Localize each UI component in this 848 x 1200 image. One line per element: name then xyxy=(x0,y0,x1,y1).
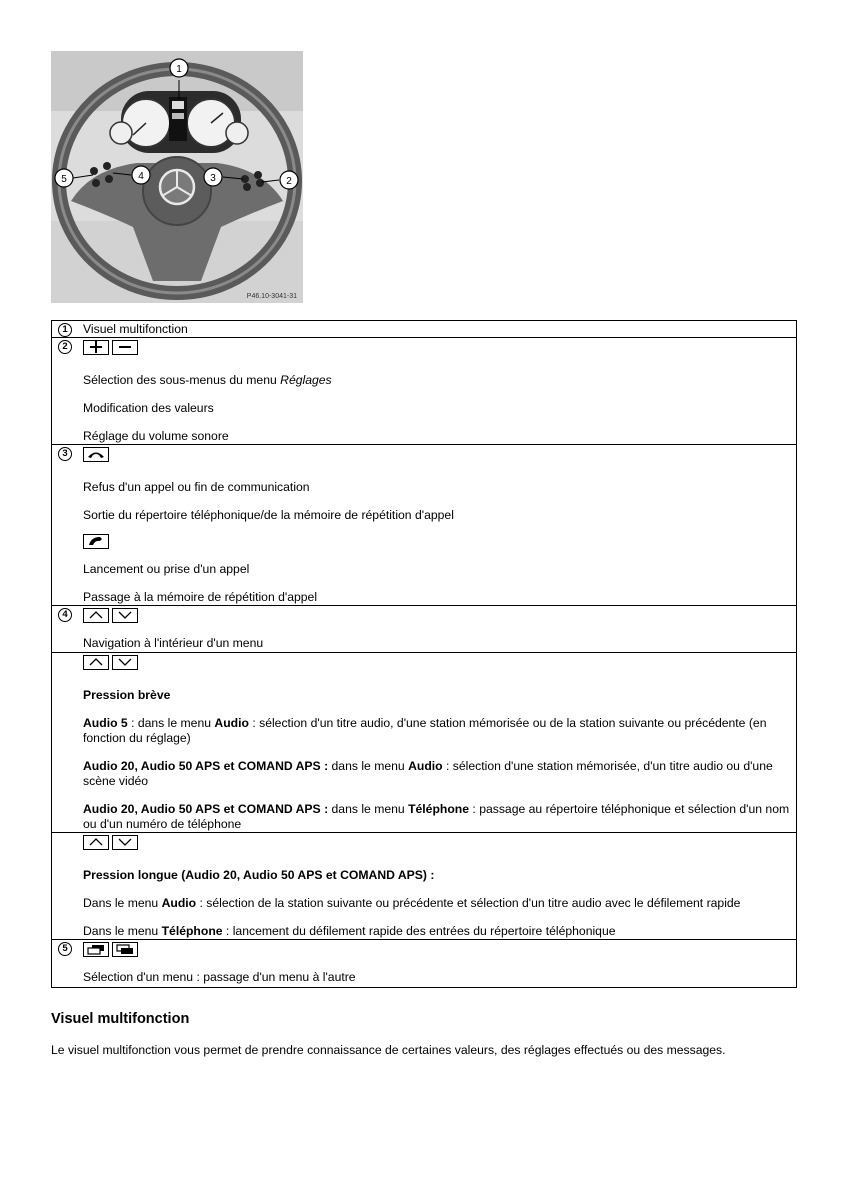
down-arrow-icon xyxy=(112,655,138,670)
callout-badge: 1 xyxy=(58,323,72,337)
section-title: Visuel multifonction xyxy=(51,1011,190,1027)
row-heading: Pression brève xyxy=(83,688,171,702)
row-text: Sélection d'un menu : passage d'un menu à l'autre xyxy=(83,970,356,984)
image-code: P46.10-3041-31 xyxy=(246,293,297,300)
plus-icon xyxy=(83,340,109,355)
callout-1 xyxy=(170,59,188,77)
row-text: Refus d'un appel ou fin de communication xyxy=(83,480,310,494)
up-arrow-icon xyxy=(83,608,109,623)
steering-wheel-photo xyxy=(51,51,303,303)
row-text: Audio 20, Audio 50 APS et COMAND APS : dans le menu Téléphone : passage au répertoire téléphonique et sélection d'un nom ou d'un numéro de téléphone xyxy=(83,802,790,831)
callout-5 xyxy=(55,169,73,187)
row-label: Visuel multifonction xyxy=(83,322,188,336)
row-text: Modification des valeurs xyxy=(83,401,214,415)
table-row xyxy=(52,338,797,445)
row-text: Lancement ou prise d'un appel xyxy=(83,562,250,576)
row-text: Dans le menu Téléphone : lancement du défilement rapide des entrées du répertoire téléphonique xyxy=(83,924,616,938)
table-row xyxy=(52,653,797,833)
table-row xyxy=(52,321,797,338)
row-heading: Pression longue (Audio 20, Audio 50 APS et COMAND APS) : xyxy=(83,868,435,882)
svg-text:3: 3 xyxy=(210,173,216,184)
row-text: Audio 5 : dans le menu Audio : sélection d'un titre audio, d'une station mémorisée ou de la station suivante ou précédente (en fonction du réglage) xyxy=(83,716,767,745)
up-arrow-icon xyxy=(83,655,109,670)
next-menu-icon xyxy=(112,942,138,957)
svg-text:2: 2 xyxy=(286,176,292,187)
table-row xyxy=(52,833,797,940)
callout-2 xyxy=(280,171,298,189)
previous-menu-icon xyxy=(83,942,109,957)
hang-up-phone-icon xyxy=(83,447,109,462)
callout-badge: 5 xyxy=(58,942,72,956)
table-row xyxy=(52,445,797,606)
table-row xyxy=(52,606,797,653)
callout-badge: 4 xyxy=(58,608,72,622)
svg-text:5: 5 xyxy=(61,174,67,185)
callout-badge: 3 xyxy=(58,447,72,461)
callout-3 xyxy=(204,168,222,186)
section-body: Le visuel multifonction vous permet de prendre connaissance de certaines valeurs, des réglages effectués ou des messages. xyxy=(51,1043,726,1057)
row-text: Sélection des sous-menus du menu Réglages xyxy=(83,373,332,387)
minus-icon xyxy=(112,340,138,355)
controls-table xyxy=(51,320,797,988)
row-text: Dans le menu Audio : sélection de la station suivante ou précédente et sélection d'un titre audio avec le défilement rapide xyxy=(83,896,741,910)
row-text: Passage à la mémoire de répétition d'appel xyxy=(83,590,318,604)
pick-up-phone-icon xyxy=(83,534,109,549)
row-text: Audio 20, Audio 50 APS et COMAND APS : dans le menu Audio : sélection d'une station mémorisée, d'un titre audio ou d'une scène vidéo xyxy=(83,759,773,788)
up-arrow-icon xyxy=(83,835,109,850)
row-text: Navigation à l'intérieur d'un menu xyxy=(83,636,264,650)
callout-badge: 2 xyxy=(58,340,72,354)
svg-text:4: 4 xyxy=(138,171,144,182)
down-arrow-icon xyxy=(112,608,138,623)
row-text: Sortie du répertoire téléphonique/de la mémoire de répétition d'appel xyxy=(83,508,454,522)
row-text: Réglage du volume sonore xyxy=(83,429,229,443)
svg-text:1: 1 xyxy=(176,64,182,75)
table-row xyxy=(52,940,797,988)
callout-4 xyxy=(132,166,150,184)
down-arrow-icon xyxy=(112,835,138,850)
